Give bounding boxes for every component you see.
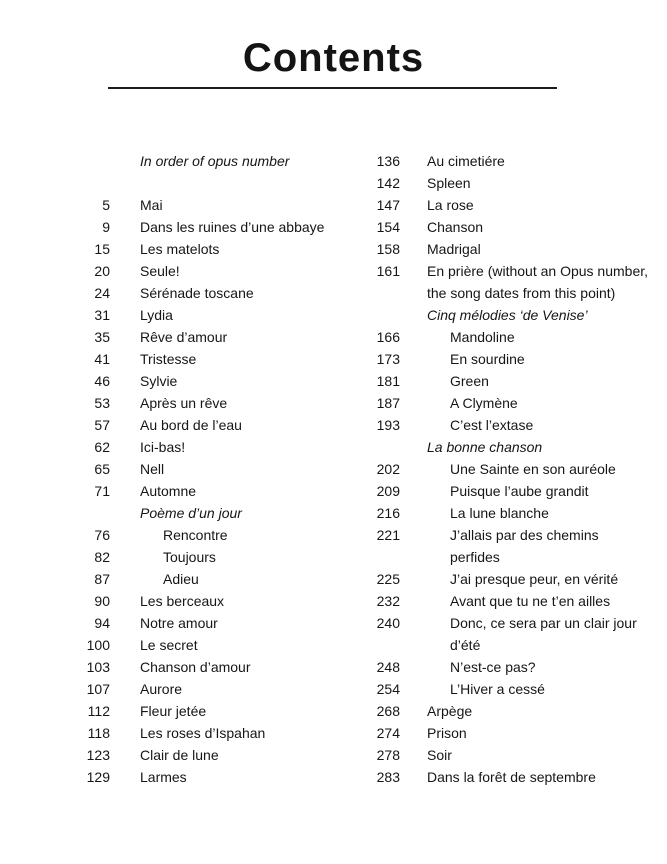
toc-entry-row: [75, 634, 350, 656]
toc-entry-title-line: Donc, ce sera par un clair jour: [450, 615, 637, 631]
toc-column-right: [355, 150, 655, 788]
toc-section-heading-row: [75, 150, 350, 172]
toc-page-number: 216: [376, 505, 400, 521]
toc-entry-row: [75, 392, 350, 414]
toc-entry-row: [355, 656, 655, 678]
toc-entry-title: Mai: [140, 197, 163, 213]
toc-entry-row: [75, 326, 350, 348]
toc-entry-row: [75, 722, 350, 744]
toc-entry-title: Rêve d’amour: [140, 329, 228, 345]
toc-entry-title: Au cimetiére: [427, 153, 505, 169]
toc-entry-row: [75, 436, 350, 458]
toc-page-number: 254: [376, 681, 400, 697]
toc-page-number: 173: [376, 351, 400, 367]
toc-entry-title: Seule!: [140, 263, 180, 279]
toc-entry-title: Au bord de l’eau: [140, 417, 242, 433]
toc-entry-title: Notre amour: [140, 615, 218, 631]
toc-entry-title: Rencontre: [163, 527, 228, 543]
toc-page-number: 240: [376, 615, 400, 631]
toc-page-number: 5: [102, 197, 110, 213]
toc-entry-row: [355, 370, 655, 392]
toc-entry-row: [355, 678, 655, 700]
toc-page-number: 103: [86, 659, 110, 675]
toc-entry-title: L’Hiver a cessé: [450, 681, 545, 697]
toc-page-number: 161: [376, 263, 400, 279]
toc-entry-title: C’est l’extase: [450, 417, 534, 433]
toc-page-number: 158: [376, 241, 400, 257]
toc-page-number: 57: [94, 417, 110, 433]
toc-page-number: 46: [94, 373, 110, 389]
toc-page-number: 248: [376, 659, 400, 675]
toc-page-number: 181: [376, 373, 400, 389]
toc-entry-row: [75, 260, 350, 282]
toc-entry-title: Une Sainte en son auréole: [450, 461, 616, 477]
toc-page-number: 142: [376, 175, 400, 191]
toc-page-number: 274: [376, 725, 400, 741]
toc-entry-row: [355, 722, 655, 744]
toc-page-number: 94: [94, 615, 110, 631]
toc-entry-title: Spleen: [427, 175, 471, 191]
toc-entry-title: Madrigal: [427, 241, 481, 257]
toc-section-heading: La bonne chanson: [427, 439, 543, 455]
toc-page-number: 112: [87, 703, 110, 719]
toc-entry-title: A Clymène: [450, 395, 518, 411]
toc-entry-title: Clair de lune: [140, 747, 219, 763]
page-title: Contents: [242, 36, 425, 80]
toc-entry-title: Fleur jetée: [140, 703, 207, 719]
toc-entry-title: Arpège: [427, 703, 473, 719]
toc-entry-row: [355, 612, 655, 656]
toc-page-number: 209: [376, 483, 400, 499]
toc-page-number: 15: [94, 241, 110, 257]
toc-page-number: 90: [94, 593, 110, 609]
toc-entry-title: Chanson d’amour: [140, 659, 251, 675]
toc-entry-row: [75, 216, 350, 238]
toc-entry-row: [75, 370, 350, 392]
toc-entry-row: [75, 194, 350, 216]
toc-section-heading: Poème d’un jour: [140, 505, 242, 521]
toc-entry-row: [355, 766, 655, 788]
toc-spacer-row: [75, 172, 350, 194]
toc-entry-title: Sylvie: [140, 373, 178, 389]
toc-page-number: 53: [94, 395, 110, 411]
toc-entry-title: Tristesse: [140, 351, 197, 367]
toc-entry-row: [355, 414, 655, 436]
toc-entry-row: [355, 590, 655, 612]
toc-entry-row: [355, 150, 655, 172]
toc-entry-row: [75, 678, 350, 700]
toc-entry-row: [75, 766, 350, 788]
toc-entry-row: [355, 260, 655, 304]
toc-page-number: 107: [86, 681, 110, 697]
toc-entry-title: Dans la forêt de septembre: [427, 769, 596, 785]
toc-entry-row: [355, 326, 655, 348]
toc-entry-title: Green: [450, 373, 489, 389]
toc-page-number: 136: [376, 153, 400, 169]
toc-entry-title: Prison: [427, 725, 467, 741]
toc-entry-title: La rose: [427, 197, 474, 213]
toc-page-number: 82: [94, 549, 110, 565]
toc-entry-row: [355, 216, 655, 238]
toc-entry-row: [75, 414, 350, 436]
toc-page-number: 278: [376, 747, 400, 763]
toc-section-heading: Cinq mélodies ‘de Venise’: [427, 307, 588, 323]
toc-entry-title: Les matelots: [140, 241, 220, 257]
toc-entry-title: Sérénade toscane: [140, 285, 254, 301]
toc-entry-row: [75, 458, 350, 480]
toc-section-heading: In order of opus number: [140, 153, 290, 169]
toc-entry-title: [427, 524, 655, 568]
toc-page-number: 123: [86, 747, 110, 763]
toc-entry-title: Après un rêve: [140, 395, 228, 411]
toc-entry-title: La lune blanche: [450, 505, 549, 521]
toc-entry-row: [355, 348, 655, 370]
toc-section-heading-row: [355, 436, 655, 458]
toc-page-number: 9: [102, 219, 110, 235]
toc-page-number: 166: [376, 329, 400, 345]
toc-entry-title: Toujours: [163, 549, 216, 565]
toc-page-number: 283: [376, 769, 400, 785]
toc-page-number: 71: [94, 483, 110, 499]
toc-page-number: 221: [376, 527, 400, 543]
toc-entry-title: N’est-ce pas?: [450, 659, 536, 675]
toc-section-heading-row: [355, 304, 655, 326]
toc-entry-title: Nell: [140, 461, 165, 477]
toc-page-number: 100: [86, 637, 110, 653]
toc-entry-row: [75, 612, 350, 634]
toc-page-number: 154: [376, 219, 400, 235]
toc-entry-title: Adieu: [163, 571, 199, 587]
toc-entry-title-line: perfides: [450, 549, 500, 565]
toc-entry-row: [75, 700, 350, 722]
toc-entry-title: Larmes: [140, 769, 187, 785]
toc-entry-row: [75, 282, 350, 304]
toc-column-left: [75, 150, 350, 788]
toc-entry-title: Aurore: [140, 681, 183, 697]
toc-page-number: 268: [376, 703, 400, 719]
toc-entry-row: [75, 590, 350, 612]
toc-entry-row: [355, 744, 655, 766]
toc-page-number: 65: [94, 461, 110, 477]
toc-entry-row: [355, 458, 655, 480]
toc-entry-row: [75, 348, 350, 370]
toc-entry-title: Chanson: [427, 219, 484, 235]
toc-page-number: 147: [376, 197, 400, 213]
toc-entry-row: [75, 304, 350, 326]
toc-page-number: 24: [94, 285, 110, 301]
toc-page-number: 225: [376, 571, 400, 587]
toc-entry-title: Automne: [140, 483, 197, 499]
toc-entry-title: Les berceaux: [140, 593, 225, 609]
toc-page-number: 193: [376, 417, 400, 433]
toc-page-number: 232: [376, 593, 400, 609]
toc-entry-title: Puisque l’aube grandit: [450, 483, 589, 499]
toc-entry-title: Mandoline: [450, 329, 515, 345]
toc-entry-title-line: En prière (without an Opus number,: [427, 263, 649, 279]
toc-page-number: 35: [94, 329, 110, 345]
toc-entry-row: [355, 700, 655, 722]
toc-page-number: 87: [94, 571, 110, 587]
toc-entry-row: [75, 656, 350, 678]
toc-entry-title-line: the song dates from this point): [427, 285, 616, 301]
toc-entry-title: Les roses d’Ispahan: [140, 725, 266, 741]
toc-entry-row: [355, 502, 655, 524]
toc-entry-row: [75, 524, 350, 546]
toc-entry-row: [355, 480, 655, 502]
toc-entry-title-line: J’allais par des chemins: [450, 527, 599, 543]
toc-entry-row: [75, 568, 350, 590]
toc-page-number: 76: [94, 527, 110, 543]
toc-entry-row: [75, 238, 350, 260]
toc-entry-title: Avant que tu ne t’en ailles: [450, 593, 611, 609]
title-divider-rule: [108, 87, 557, 89]
toc-page-number: 31: [94, 307, 110, 323]
toc-entry-title: En sourdine: [450, 351, 525, 367]
toc-entry-title: Dans les ruines d’une abbaye: [140, 219, 325, 235]
toc-entry-title: [427, 612, 655, 656]
toc-entry-row: [355, 392, 655, 414]
toc-entry-title: Soir: [427, 747, 452, 763]
toc-entry-title: J’ai presque peur, en vérité: [450, 571, 619, 587]
toc-entry-title: Ici-bas!: [140, 439, 186, 455]
toc-section-heading-row: [75, 502, 350, 524]
toc-entry-title: [427, 260, 651, 304]
toc-entry-title-line: d’été: [450, 637, 481, 653]
toc-page-number: 187: [376, 395, 400, 411]
toc-entry-row: [75, 480, 350, 502]
toc-page-number: 62: [94, 439, 110, 455]
toc-entry-row: [355, 172, 655, 194]
toc-entry-row: [355, 524, 655, 568]
toc-entry-row: [355, 238, 655, 260]
toc-page-number: 20: [94, 263, 110, 279]
toc-page-number: 129: [86, 769, 110, 785]
toc-entry-row: [75, 546, 350, 568]
toc-page-number: 41: [94, 351, 110, 367]
toc-page-number: 118: [87, 725, 110, 741]
toc-entry-row: [355, 194, 655, 216]
toc-entry-title: Le secret: [140, 637, 198, 653]
toc-entry-title: Lydia: [140, 307, 173, 323]
toc-entry-row: [355, 568, 655, 590]
toc-entry-row: [75, 744, 350, 766]
toc-page-number: 202: [376, 461, 400, 477]
